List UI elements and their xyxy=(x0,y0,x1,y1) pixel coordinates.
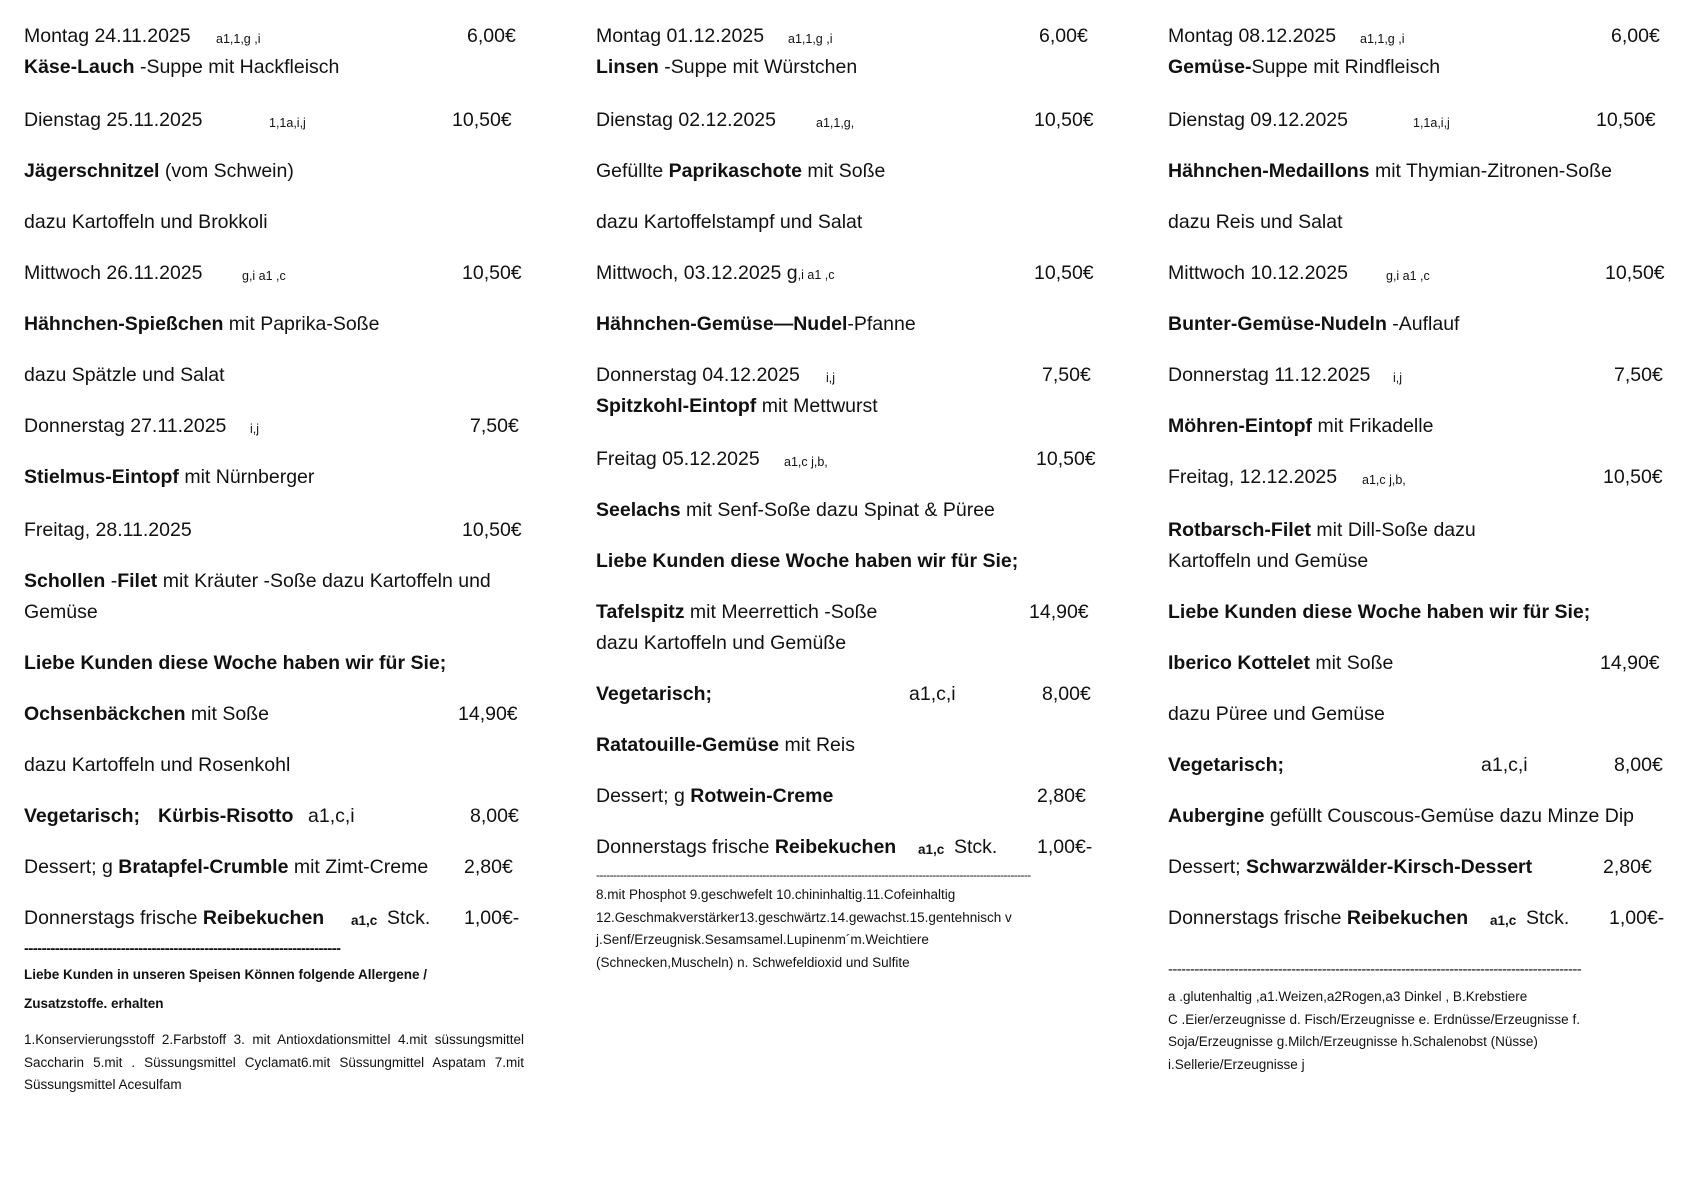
allergen-legend-line: a .glutenhaltig ,a1.Weizen,a2Rogen,a3 Dinkel , B.Krebstiere xyxy=(1168,989,1528,1004)
price: 10,50€ xyxy=(462,262,522,284)
separator-line: ---------------------------------------------------------------------------------------------- xyxy=(1168,962,1582,978)
price: 1,00€- xyxy=(1037,836,1093,858)
dish-wednesday: Hähnchen-Gemüse—Nudel-Pfanne xyxy=(596,313,916,335)
dish-friday: Seelachs mit Senf-Soße dazu Spinat & Püree xyxy=(596,499,995,521)
vegetarian-row xyxy=(1168,753,1528,777)
allergen-codes: a1,c xyxy=(1490,913,1517,928)
allergen-codes: g,i a1 ,c xyxy=(242,269,286,283)
reibekuchen-row: Donnerstags frische Reibekuchen a1,c Stck. xyxy=(24,906,324,930)
price: 6,00€ xyxy=(467,25,516,47)
day-row-thursday: Donnerstag 27.11.2025 i,j xyxy=(24,414,226,438)
dish-monday: Käse-Lauch -Suppe mit Hackfleisch xyxy=(24,56,340,78)
side-tuesday: dazu Reis und Salat xyxy=(1168,211,1343,233)
day-row-monday: Montag 08.12.2025 a1,1,g ,i xyxy=(1168,24,1336,48)
price: 1,00€- xyxy=(464,907,520,929)
price: 6,00€ xyxy=(1611,25,1660,47)
allergen-codes: ,i a1 ,c xyxy=(797,268,835,282)
allergen-legend-line: Soja/Erzeugnisse g.Milch/Erzeugnisse h.Schalenobst (Nüsse) xyxy=(1168,1034,1538,1049)
vegetarian-dish: Aubergine gefüllt Couscous-Gemüse dazu Minze Dip xyxy=(1168,805,1635,827)
dish-tuesday: Jägerschnitzel (vom Schwein) xyxy=(24,160,294,182)
dish-monday: Linsen -Suppe mit Würstchen xyxy=(596,56,858,78)
dish-friday-line2: Kartoffeln und Gemüse xyxy=(1168,550,1369,572)
price: 10,50€ xyxy=(1034,262,1094,284)
allergen-codes: a1,c,i xyxy=(909,683,956,705)
day-row-wednesday: Mittwoch, 03.12.2025 g,i a1 ,c xyxy=(596,262,835,284)
vegetarian-label: Vegetarisch; xyxy=(24,805,140,827)
unit-label: Stck. xyxy=(1526,907,1570,929)
special-heading: Liebe Kunden diese Woche haben wir für Sie; xyxy=(596,550,1019,572)
price: 6,00€ xyxy=(1039,25,1088,47)
day-row-thursday: Donnerstag 04.12.2025 i,j xyxy=(596,363,800,387)
dish-friday-line2: Gemüse xyxy=(24,601,98,623)
side-tuesday: dazu Kartoffeln und Brokkoli xyxy=(24,211,268,233)
unit-label: Stck. xyxy=(954,836,998,858)
dish-thursday: Stielmus-Eintopf mit Nürnberger xyxy=(24,466,315,488)
vegetarian-dish: Kürbis-Risotto xyxy=(158,805,294,827)
allergen-codes: a1,c xyxy=(351,913,378,928)
allergen-codes: a1,c,i xyxy=(308,805,355,827)
price: 14,90€ xyxy=(1029,601,1089,623)
price: 2,80€ xyxy=(464,856,513,878)
dish-thursday: Spitzkohl-Eintopf mit Mettwurst xyxy=(596,395,878,417)
allergen-codes: 1,1a,i,j xyxy=(269,116,306,130)
day-row-tuesday: Dienstag 09.12.2025 1,1a,i,j xyxy=(1168,108,1348,132)
special-heading: Liebe Kunden diese Woche haben wir für Sie; xyxy=(24,652,447,674)
dish-friday: Schollen -Filet mit Kräuter -Soße dazu Kartoffeln und xyxy=(24,570,491,592)
day-row-tuesday: Dienstag 25.11.2025 1,1a,i,j xyxy=(24,108,203,132)
price: 8,00€ xyxy=(1614,754,1663,776)
price: 1,00€- xyxy=(1609,907,1665,929)
vegetarian-dish: Ratatouille-Gemüse mit Reis xyxy=(596,734,855,756)
price: 10,50€ xyxy=(1034,109,1094,131)
allergen-codes: a1,c j,b, xyxy=(1362,473,1406,487)
reibekuchen-row: Donnerstags frische Reibekuchen a1,c Stck. xyxy=(596,835,896,859)
allergen-codes: i,j xyxy=(250,422,260,436)
special-dish: Ochsenbäckchen mit Soße xyxy=(24,703,269,725)
allergen-codes: a1,1,g, xyxy=(816,116,855,130)
dish-tuesday: Gefüllte Paprikaschote mit Soße xyxy=(596,160,886,182)
day-row-wednesday: Mittwoch 10.12.2025 g,i a1 ,c xyxy=(1168,261,1348,285)
price: 8,00€ xyxy=(1042,683,1091,705)
dessert-row: Dessert; g Rotwein-Creme xyxy=(596,785,834,807)
day-row-friday: Freitag, 28.11.2025 xyxy=(24,519,192,541)
price: 10,50€ xyxy=(1036,448,1096,470)
price: 10,50€ xyxy=(1596,109,1656,131)
allergen-codes: a1,1,g ,i xyxy=(788,32,833,46)
dish-monday: Gemüse-Suppe mit Rindfleisch xyxy=(1168,56,1441,78)
dish-tuesday: Hähnchen-Medaillons mit Thymian-Zitronen-Soße xyxy=(1168,160,1612,182)
dish-wednesday: Bunter-Gemüse-Nudeln -Auflauf xyxy=(1168,313,1460,335)
day-row-friday: Freitag 05.12.2025 a1,c j,b, xyxy=(596,447,760,471)
special-dish: Iberico Kottelet mit Soße xyxy=(1168,652,1394,674)
vegetarian-row xyxy=(596,682,956,706)
price: 2,80€ xyxy=(1603,856,1652,878)
price: 7,50€ xyxy=(1614,364,1663,386)
day-row-tuesday: Dienstag 02.12.2025 a1,1,g, xyxy=(596,108,776,132)
side-wednesday: dazu Spätzle und Salat xyxy=(24,364,225,386)
special-side: dazu Kartoffeln und Rosenkohl xyxy=(24,754,291,776)
side-tuesday: dazu Kartoffelstampf und Salat xyxy=(596,211,863,233)
allergen-codes: i,j xyxy=(826,371,836,385)
menu-column-week-1 xyxy=(24,0,544,1190)
allergen-codes: a1,1,g ,i xyxy=(216,32,261,46)
price: 14,90€ xyxy=(1600,652,1660,674)
special-dish: Tafelspitz mit Meerrettich -Soße xyxy=(596,601,878,623)
vegetarian-label: Vegetarisch; xyxy=(1168,754,1284,776)
day-label: Montag 24.11.2025 xyxy=(24,25,191,47)
price: 8,00€ xyxy=(470,805,519,827)
dish-friday: Rotbarsch-Filet mit Dill-Soße dazu xyxy=(1168,519,1476,541)
allergen-notice: Liebe Kunden in unseren Speisen Können folgende Allergene / Zusatzstoffe. erhalten xyxy=(24,967,428,1011)
dish-wednesday: Hähnchen-Spießchen mit Paprika-Soße xyxy=(24,313,380,335)
dessert-row: Dessert; g Bratapfel-Crumble mit Zimt-Creme xyxy=(24,856,429,878)
day-row-thursday: Donnerstag 11.12.2025 i,j xyxy=(1168,363,1370,387)
special-side: dazu Püree und Gemüse xyxy=(1168,703,1385,725)
price: 2,80€ xyxy=(1037,785,1086,807)
price: 7,50€ xyxy=(1042,364,1091,386)
price: 10,50€ xyxy=(452,109,512,131)
vegetarian-label: Vegetarisch; xyxy=(596,683,712,705)
vegetarian-row xyxy=(24,804,355,828)
allergen-codes: 1,1a,i,j xyxy=(1413,116,1450,130)
unit-label: Stck. xyxy=(387,907,431,929)
dessert-row: Dessert; Schwarzwälder-Kirsch-Dessert xyxy=(1168,856,1533,878)
allergen-legend xyxy=(1168,986,1668,1076)
special-side: dazu Kartoffeln und Gemüße xyxy=(596,632,847,654)
allergen-codes: i,j xyxy=(1393,371,1403,385)
allergen-legend-line: C .Eier/erzeugnisse d. Fisch/Erzeugnisse e. Erdnüsse/Erzeugnisse f. xyxy=(1168,1011,1580,1027)
separator-line: -------------------------------------------------------------------------------------------------------------------------------- xyxy=(596,868,1031,882)
day-row-monday: Montag 01.12.2025 a1,1,g ,i xyxy=(596,24,764,48)
allergen-codes: a1,c xyxy=(918,842,945,857)
allergen-codes: g,i a1 ,c xyxy=(1386,269,1430,283)
menu-column-week-3 xyxy=(1168,0,1683,1190)
price: 10,50€ xyxy=(462,519,522,541)
price: 10,50€ xyxy=(1603,466,1663,488)
price: 7,50€ xyxy=(470,415,519,437)
day-row-wednesday: Mittwoch 26.11.2025 g,i a1 ,c xyxy=(24,261,203,285)
reibekuchen-row: Donnerstags frische Reibekuchen a1,c Stck. xyxy=(1168,906,1468,930)
special-heading: Liebe Kunden diese Woche haben wir für Sie; xyxy=(1168,601,1591,623)
day-row-monday xyxy=(24,24,261,48)
price: 14,90€ xyxy=(458,703,518,725)
allergen-codes: a1,c j,b, xyxy=(784,455,828,469)
dish-thursday: Möhren-Eintopf mit Frikadelle xyxy=(1168,415,1434,437)
allergen-codes: a1,1,g ,i xyxy=(1360,32,1405,46)
day-row-friday: Freitag, 12.12.2025 a1,c j,b, xyxy=(1168,465,1337,489)
allergen-legend-line: i.Sellerie/Erzeugnisse j xyxy=(1168,1056,1305,1072)
allergen-codes: a1,c,i xyxy=(1481,754,1528,776)
additives-list: 8.mit Phosphot 9.geschwefelt 10.chininhaltig.11.Cofeinhaltig 12.Geschmakverstärker13.geschwärtz.14.gewachst.15.gentehnisch v j.Senf/Erzeugnisk.Sesamsamel.Lupinenm´m.Weichtiere (Schnecken,Muscheln) n. Schwefeldioxid und Sulfite xyxy=(596,887,1012,970)
price: 10,50€ xyxy=(1605,262,1665,284)
additives-list: 1.Konservierungsstoff 2.Farbstoff 3. mit Antioxdationsmittel 4.mit süssungsmittel Saccharin 5.mit . Süssungsmittel Cyclamat6.mit Süssungmittel Aspatam 7.mit Süssungsmittel Acesulfam xyxy=(24,1032,524,1092)
separator-line: ------------------------------------------------------------------------ xyxy=(24,941,341,957)
menu-column-week-2 xyxy=(596,0,1116,1190)
